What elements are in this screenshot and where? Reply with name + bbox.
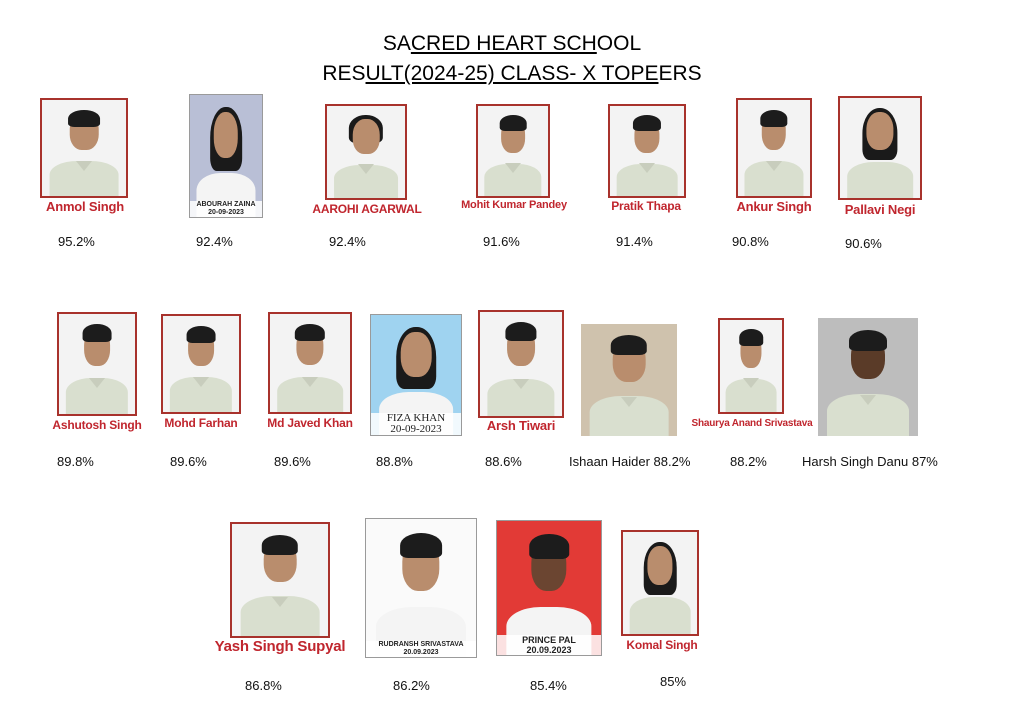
student-percent: 88.6% [485,454,522,469]
student-photo [370,314,462,436]
result-title: RESULT(2024-25) CLASS- X TOPEERS [322,62,702,85]
student-photo [838,96,922,200]
student-name: Ashutosh Singh [52,418,142,432]
student-name: Pallavi Negi [844,202,916,217]
student-name: Arsh Tiwari [486,418,556,433]
student-photo [230,522,330,638]
student-photo [818,318,918,436]
photo-caption: PRINCE PAL 20.09.2023 [497,635,601,655]
student-photo [621,530,699,636]
student-percent: 85.4% [530,678,567,693]
student-percent: 90.8% [732,234,769,249]
student-name: Md Javed Khan [267,416,353,430]
student-percent: 92.4% [196,234,233,249]
student-percent: 85% [660,674,687,689]
student-name: Mohd Farhan [164,416,238,430]
student-photo [608,104,686,198]
student-percent: 89.6% [170,454,207,469]
photo-caption: ABOURAH ZAINA 20-09-2023 [190,201,262,217]
student-photo [496,520,602,656]
student-photo [57,312,137,416]
student-percent: 92.4% [329,234,366,249]
student-name: Mohit Kumar Pandey [461,199,567,211]
student-photo [189,94,263,218]
student-percent: 90.6% [845,236,882,251]
student-photo [476,104,550,198]
student-percent: 88.2% [730,454,767,469]
student-percent: 86.8% [245,678,282,693]
student-photo [736,98,812,198]
student-photo [40,98,128,198]
student-name: Pratik Thapa [611,199,681,213]
student-percent: 95.2% [58,234,95,249]
student-percent: 91.6% [483,234,520,249]
photo-caption: RUDRANSH SRIVASTAVA 20.09.2023 [366,641,476,657]
student-percent: Ishaan Haider 88.2% [569,454,691,469]
student-name: Anmol Singh [46,199,124,214]
student-photo [365,518,477,658]
student-percent: Harsh Singh Danu 87% [802,454,938,469]
student-name: Komal Singh [626,638,698,652]
student-percent: 86.2% [393,678,430,693]
student-photo [325,104,407,200]
student-photo [718,318,784,414]
student-photo [581,324,677,436]
student-name: Yash Singh Supyal [214,638,346,655]
student-name: Shaurya Anand Srivastava [691,418,813,429]
student-percent: 91.4% [616,234,653,249]
student-percent: 88.8% [376,454,413,469]
student-percent: 89.6% [274,454,311,469]
student-photo [268,312,352,414]
photo-caption: FIZA KHAN 20-09-2023 [371,413,461,435]
student-percent: 89.8% [57,454,94,469]
student-photo [478,310,564,418]
school-title: SACRED HEART SCHOOL [382,32,642,55]
student-name: AAROHI AGARWAL [312,202,422,216]
student-photo [161,314,241,414]
student-name: Ankur Singh [736,199,812,214]
